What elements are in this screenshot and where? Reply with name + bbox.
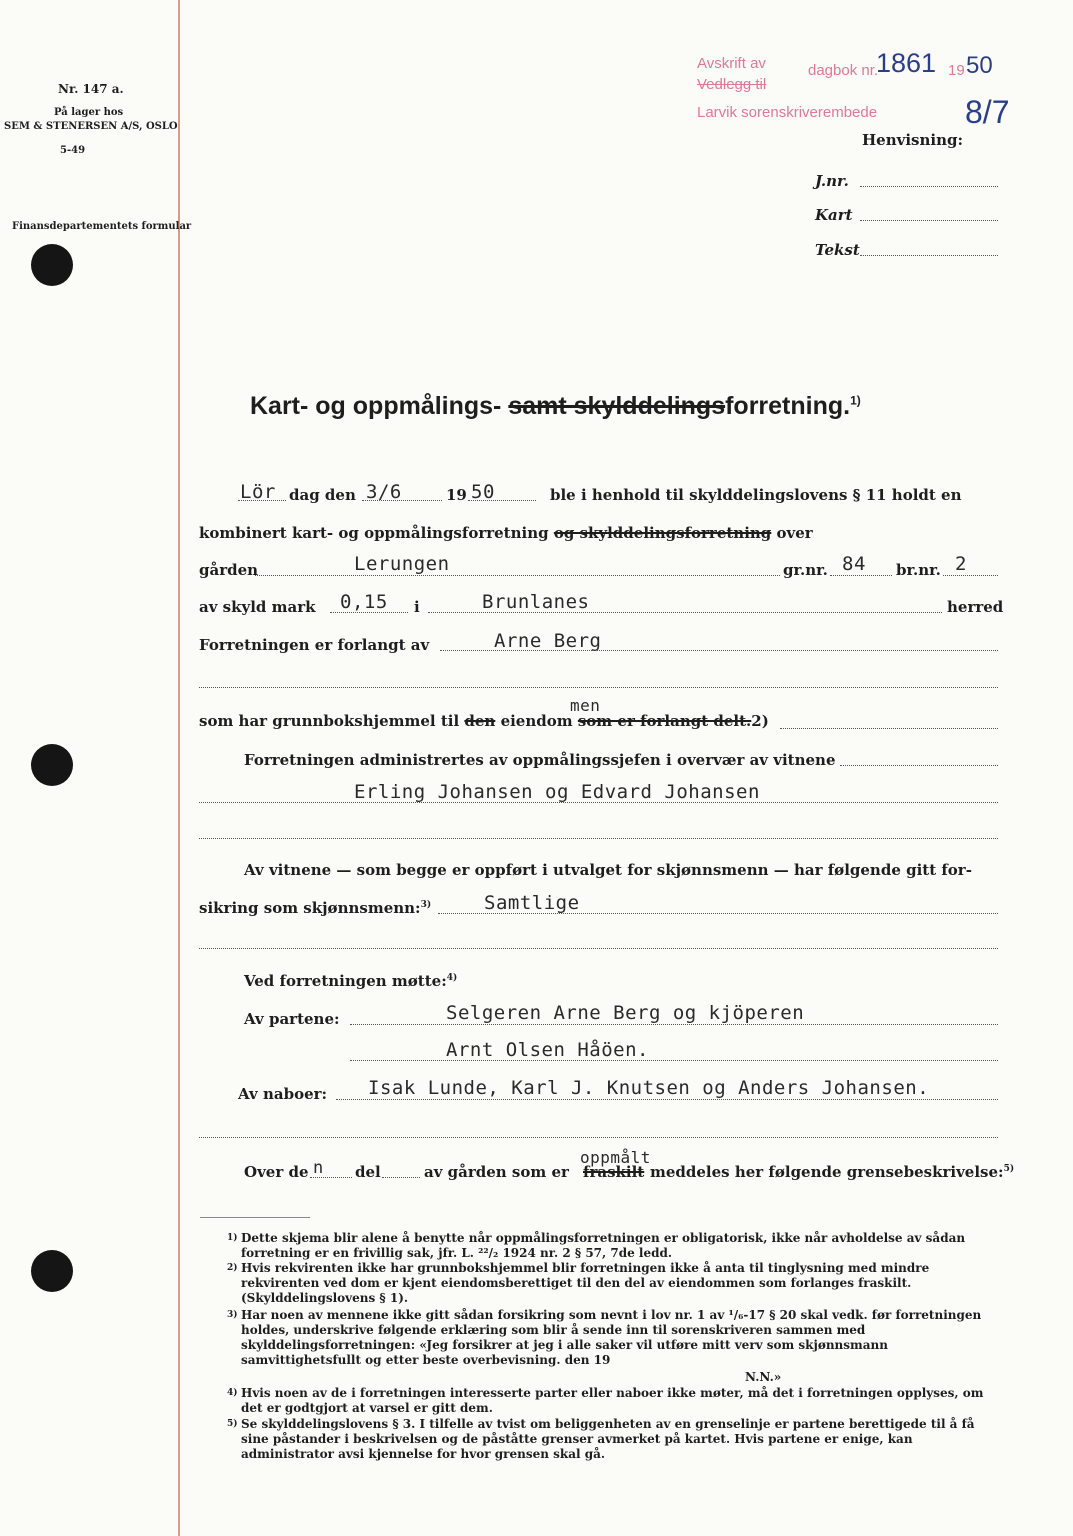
footnote-nn-text: N.N.» — [745, 1370, 782, 1384]
tekst-line — [860, 255, 998, 256]
skyld-line — [330, 612, 408, 613]
stamp-date-note: 8/7 — [965, 94, 1010, 130]
skjonn-line — [438, 913, 998, 914]
stamp-dagbok-label: dagbok nr. — [808, 62, 879, 79]
footnote-4 — [227, 1386, 1001, 1416]
stamp-year-suffix: 50 — [966, 52, 993, 79]
weekday-hand: Lör — [240, 481, 276, 503]
year-line — [468, 500, 536, 501]
year-hand: 50 — [471, 481, 495, 503]
forlangt-line2 — [199, 687, 998, 688]
kart-label: Kart — [815, 206, 853, 224]
line2-main: kombinert kart- og oppmålingsforretning — [199, 524, 549, 542]
over-inserted: oppmålt — [580, 1148, 651, 1167]
footnote-5-text: Se skylddelingslovens § 3. I tilfelle av tvist om beliggenheten av en grenselinje er partene berettigede til å få sine påstander i beskrivelsen og de påståtte grenser avmerket på kartet. Hvis partene er enige, kan administrator avsi kjennelse for hvor grensen skal gå. — [241, 1417, 975, 1461]
over-line2 — [382, 1177, 420, 1178]
footnote-3 — [227, 1308, 1001, 1368]
ministry-form: Finansdepartementets formular — [12, 221, 192, 232]
document-title — [250, 392, 861, 421]
over-struck: fraskilt — [583, 1163, 645, 1181]
over-hand: n — [313, 1158, 324, 1178]
naboer-label: Av naboer: — [238, 1085, 328, 1103]
footnote-4-text: Hvis noen av de i forretningen interesserte parter eller naboer ikke møter, må det i forretningen opplyses, om det er godtgjort at varsel er gitt dem. — [241, 1386, 984, 1415]
vitner-paragraph2 — [199, 899, 431, 917]
date-line — [362, 500, 442, 501]
garden-line — [255, 575, 780, 576]
hjemmel-struck2: som er forlangt delt. — [577, 712, 752, 730]
stamp-office: Larvik sorenskriverembede — [697, 104, 878, 121]
footnote-2 — [227, 1261, 1001, 1306]
form-edition: 5-49 — [60, 145, 86, 156]
motte-text: Ved forretningen møtte: — [244, 972, 447, 990]
vitner-line2 — [199, 838, 998, 839]
hjemmel-end: 2) — [751, 712, 769, 730]
jnr-line — [860, 186, 998, 187]
punch-hole-top — [31, 244, 73, 286]
forlangt-value: Arne Berg — [494, 630, 602, 652]
over-text1: Over de — [244, 1163, 309, 1181]
footnote-5 — [227, 1417, 1001, 1462]
hjemmel-inserted: men — [570, 696, 601, 715]
vitner-line — [199, 802, 998, 803]
punch-hole-bottom — [31, 1250, 73, 1292]
garden-value: Lerungen — [354, 553, 450, 575]
line2-text — [199, 524, 813, 542]
skjonn-line2 — [199, 948, 998, 949]
footnote-5-mark: 5) — [227, 1419, 238, 1429]
over-mark: 5) — [1003, 1164, 1015, 1174]
over-text4 — [650, 1163, 1014, 1181]
footnote-1-text: Dette skjema blir alene å benytte når oppmålingsforretningen er obligatorisk, ikke når avholdelse av sådan forretning er en frivillig sak, jfr. L. ²²/₂ 1924 nr. 2 § 57, 7de ledd. — [241, 1231, 966, 1260]
footnote-1 — [227, 1231, 1001, 1261]
henvisning-heading: Henvisning: — [862, 131, 964, 149]
hjemmel-text: som har grunnbokshjemmel til — [199, 712, 460, 730]
forlangt-line — [440, 650, 998, 651]
footnote-2-text: Hvis rekvirenten ikke har grunnbokshjemmel blir forretningen ikke å anta til tinglysning med mindre rekvirenten ved dom er kjent eiendomsberettiget til den del av eiendommen som forlanges fraskilt. (Skylddelingslovens § 1). — [241, 1261, 930, 1305]
over-line1 — [310, 1177, 352, 1178]
footnote-3-mark: 3) — [227, 1310, 238, 1320]
motte-mark: 4) — [446, 973, 458, 983]
kart-line — [860, 220, 998, 221]
naboer-line — [336, 1099, 998, 1100]
stamp-line1b: Vedlegg til — [697, 76, 767, 93]
vitner-paragraph1: Av vitnene — som begge er oppført i utvalget for skjønnsmenn — har følgende gitt for- — [244, 861, 972, 879]
partene-value1: Selgeren Arne Berg og kjöperen — [446, 1002, 805, 1024]
line1-rest: ble i henhold til skylddelingslovens § 11 holdt en — [550, 486, 962, 504]
skyld-value: 0,15 — [340, 591, 388, 613]
hjemmel-line — [199, 712, 769, 730]
stock-line1: På lager hos — [54, 107, 124, 118]
skjonn-value: Samtlige — [484, 892, 580, 914]
title-part2: forretning. — [725, 392, 851, 420]
skyld-label: av skyld mark — [199, 598, 316, 616]
footnote-separator — [200, 1217, 310, 1218]
motte-label — [244, 972, 457, 990]
grnr-label: gr.nr. — [783, 561, 828, 579]
grnr-line — [830, 575, 892, 576]
admin-text: Forretningen administrertes av oppmålingssjefen i overvær av vitnene — [244, 751, 836, 769]
dag-den-label: dag den — [289, 486, 356, 504]
line2-struck: og skylddelingsforretning — [553, 524, 772, 542]
stamp-dagbok-number: 1861 — [876, 48, 937, 78]
title-part1: Kart- og oppmålings- — [250, 392, 502, 420]
stamp-year-prefix: 19 — [948, 62, 965, 79]
partene-label: Av partene: — [244, 1010, 340, 1028]
brnr-value: 2 — [955, 553, 967, 575]
title-struck: samt skylddelings — [508, 392, 726, 420]
naboer-line2 — [199, 1137, 998, 1138]
footnote-2-mark: 2) — [227, 1263, 238, 1273]
footnote-3-text: Har noen av mennene ikke gitt sådan forsikring som nevnt i lov nr. 1 av ¹/₆-17 § 20 skal vedk. før forretningen holdes, underskrive følgende erklæring som blir å sende inn til sorenskriveren sammen med skylddelingsforretningen: «Jeg forsikrer at jeg i alle saker vil utføre mitt verv som skjønnsmann samvittighetsfullt og etter beste overbevisning. den 19 — [241, 1308, 982, 1367]
partene-line2 — [350, 1060, 998, 1061]
brnr-label: br.nr. — [896, 561, 941, 579]
weekday-line — [238, 500, 286, 501]
forlangt-label: Forretningen er forlangt av — [199, 636, 430, 654]
title-footnote-mark: 1) — [850, 393, 861, 408]
jnr-label: J.nr. — [815, 172, 849, 190]
naboer-value: Isak Lunde, Karl J. Knutsen og Anders Johansen. — [368, 1077, 930, 1099]
herred-value: Brunlanes — [482, 591, 590, 613]
vitner-paragraph2-text: sikring som skjønnsmenn: — [199, 899, 421, 917]
form-number: Nr. 147 a. — [58, 82, 124, 96]
over-text3: av gården som er — [424, 1163, 569, 1181]
brnr-line — [943, 575, 998, 576]
stamp-line1a: Avskrift av — [697, 55, 766, 72]
footnote-4-mark: 4) — [227, 1388, 238, 1398]
admin-line — [840, 765, 998, 766]
grnr-value: 84 — [842, 553, 866, 575]
hjemmel-line-end — [780, 728, 998, 729]
line2-end: over — [776, 524, 813, 542]
tekst-label: Tekst — [815, 241, 860, 259]
over-text4-main: meddeles her følgende grensebeskrivelse: — [650, 1163, 1004, 1181]
vitner-mark: 3) — [420, 900, 432, 910]
date-hand: 3/6 — [366, 481, 402, 503]
footnote-nn — [745, 1370, 825, 1385]
vitner-value: Erling Johansen og Edvard Johansen — [354, 781, 760, 803]
partene-line1 — [350, 1024, 998, 1025]
herred-line — [428, 612, 942, 613]
footnote-1-mark: 1) — [227, 1233, 238, 1243]
over-text2: del — [355, 1163, 381, 1181]
partene-value2: Arnt Olsen Håöen. — [446, 1039, 649, 1061]
hjemmel-struck1: den — [464, 712, 496, 730]
hjemmel-mid: eiendom — [500, 712, 573, 730]
year-prefix: 19 — [446, 486, 467, 504]
i-label: i — [414, 598, 420, 616]
punch-hole-middle — [31, 744, 73, 786]
herred-label: herred — [947, 598, 1004, 616]
garden-label: gården — [199, 561, 259, 579]
stock-line2: SEM & STENERSEN A/S, OSLO — [4, 121, 178, 132]
